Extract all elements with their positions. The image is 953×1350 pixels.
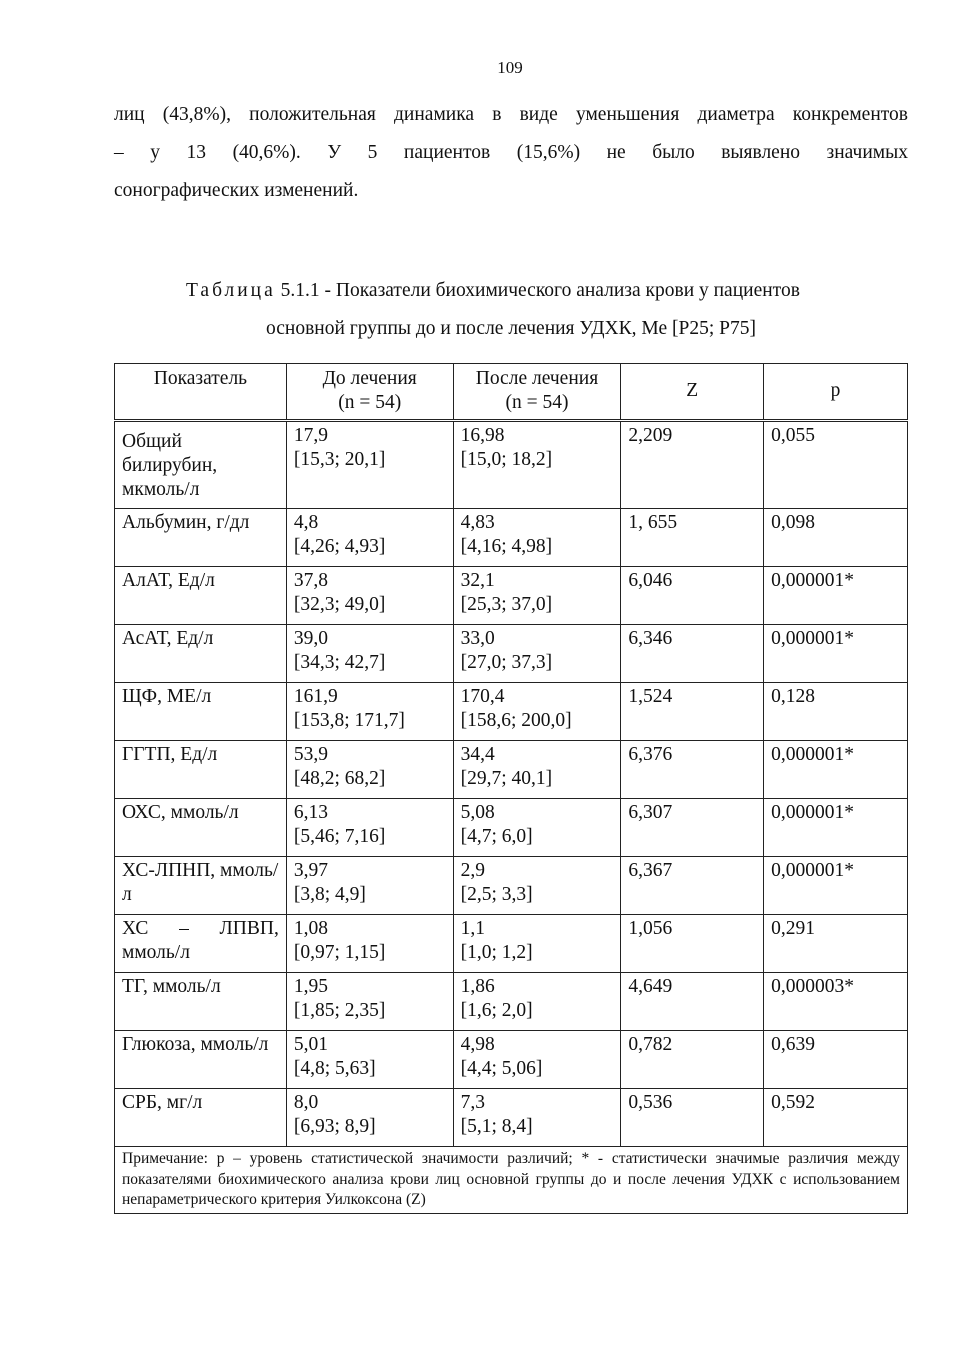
before-cell: 39,0 [34,3; 42,7] xyxy=(286,625,453,683)
p-cell: 0,000001* xyxy=(764,567,908,625)
header-after: После лечения (n = 54) xyxy=(453,364,621,421)
z-cell: 4,649 xyxy=(621,973,764,1031)
before-cell: 5,01 [4,8; 5,63] xyxy=(286,1031,453,1089)
table-row xyxy=(115,799,908,857)
indicator-cell: ГГТП, Ед/л xyxy=(115,741,287,799)
table-row xyxy=(115,857,908,915)
table-row xyxy=(115,567,908,625)
indicator-cell: ТГ, ммоль/л xyxy=(115,973,287,1031)
table-row xyxy=(115,741,908,799)
after-cell: 5,08 [4,7; 6,0] xyxy=(453,799,621,857)
after-cell: 2,9 [2,5; 3,3] xyxy=(453,857,621,915)
before-cell: 17,9 [15,3; 20,1] xyxy=(286,421,453,509)
header-before: До лечения (n = 54) xyxy=(286,364,453,421)
p-cell: 0,639 xyxy=(764,1031,908,1089)
p-cell: 0,055 xyxy=(764,421,908,509)
p-cell: 0,098 xyxy=(764,509,908,567)
z-cell: 0,536 xyxy=(621,1089,764,1147)
p-cell: 0,000001* xyxy=(764,799,908,857)
indicator-cell: Альбумин, г/дл xyxy=(115,509,287,567)
header-z: Z xyxy=(621,364,764,421)
before-cell: 8,0 [6,93; 8,9] xyxy=(286,1089,453,1147)
table-header-row xyxy=(115,364,908,421)
table-note: Примечание: р – уровень статистической значимости различий; * - статистически значимые различия между показателями биохимического анализа крови лиц основной группы до и после лечения УДХК с использованием непараметрического критерия Уилкоксона (Z) xyxy=(115,1147,908,1214)
after-cell: 33,0 [27,0; 37,3] xyxy=(453,625,621,683)
caption-label: Таблица xyxy=(186,280,276,301)
indicator-cell: Общий билирубин, мкмоль/л xyxy=(115,421,287,509)
p-cell: 0,000001* xyxy=(764,741,908,799)
z-cell: 6,046 xyxy=(621,567,764,625)
p-cell: 0,000003* xyxy=(764,973,908,1031)
indicator-cell: СРБ, мг/л xyxy=(115,1089,287,1147)
table-row xyxy=(115,1031,908,1089)
after-cell: 1,86 [1,6; 2,0] xyxy=(453,973,621,1031)
paragraph-line: сонографических изменений. xyxy=(114,180,359,201)
indicator-cell: АлАТ, Ед/л xyxy=(115,567,287,625)
header-indicator: Показатель xyxy=(115,364,287,421)
table-note-row xyxy=(115,1147,908,1214)
p-cell: 0,592 xyxy=(764,1089,908,1147)
table-row xyxy=(115,683,908,741)
after-cell: 4,83 [4,16; 4,98] xyxy=(453,509,621,567)
after-cell: 16,98 [15,0; 18,2] xyxy=(453,421,621,509)
before-cell: 1,95 [1,85; 2,35] xyxy=(286,973,453,1031)
p-cell: 0,000001* xyxy=(764,857,908,915)
caption-line2: основной группы до и после лечения УДХК, Ме [P25; P75] xyxy=(266,318,756,339)
z-cell: 6,367 xyxy=(621,857,764,915)
table-row xyxy=(115,509,908,567)
indicator-cell: ОХС, ммоль/л xyxy=(115,799,287,857)
biochem-table xyxy=(114,363,908,1214)
table-row xyxy=(115,915,908,973)
before-cell: 3,97 [3,8; 4,9] xyxy=(286,857,453,915)
p-cell: 0,291 xyxy=(764,915,908,973)
table-row xyxy=(115,625,908,683)
before-cell: 53,9 [48,2; 68,2] xyxy=(286,741,453,799)
after-cell: 1,1 [1,0; 1,2] xyxy=(453,915,621,973)
paragraph-line: – у 13 (40,6%). У 5 пациентов (15,6%) не было выявлено значимых xyxy=(114,142,908,163)
header-p: p xyxy=(764,364,908,421)
before-cell: 4,8 [4,26; 4,93] xyxy=(286,509,453,567)
p-cell: 0,128 xyxy=(764,683,908,741)
indicator-cell: АсАТ, Ед/л xyxy=(115,625,287,683)
z-cell: 1,524 xyxy=(621,683,764,741)
paragraph-line: лиц (43,8%), положительная динамика в виде уменьшения диаметра конкрементов xyxy=(114,104,908,125)
after-cell: 34,4 [29,7; 40,1] xyxy=(453,741,621,799)
after-cell: 170,4 [158,6; 200,0] xyxy=(453,683,621,741)
indicator-cell: Глюкоза, ммоль/л xyxy=(115,1031,287,1089)
z-cell: 2,209 xyxy=(621,421,764,509)
before-cell: 37,8 [32,3; 49,0] xyxy=(286,567,453,625)
caption-line1: 5.1.1 - Показатели биохимического анализа крови у пациентов xyxy=(275,280,800,301)
after-cell: 7,3 [5,1; 8,4] xyxy=(453,1089,621,1147)
z-cell: 6,376 xyxy=(621,741,764,799)
before-cell: 161,9 [153,8; 171,7] xyxy=(286,683,453,741)
z-cell: 6,346 xyxy=(621,625,764,683)
indicator-cell: ЩФ, МЕ/л xyxy=(115,683,287,741)
table-row xyxy=(115,973,908,1031)
body-paragraph xyxy=(114,96,908,210)
table-row xyxy=(115,1089,908,1147)
after-cell: 32,1 [25,3; 37,0] xyxy=(453,567,621,625)
p-cell: 0,000001* xyxy=(764,625,908,683)
table-row xyxy=(115,421,908,509)
z-cell: 6,307 xyxy=(621,799,764,857)
z-cell: 1,056 xyxy=(621,915,764,973)
indicator-cell: ХС – ЛПВП, ммоль/л xyxy=(115,915,287,973)
before-cell: 6,13 [5,46; 7,16] xyxy=(286,799,453,857)
z-cell: 1, 655 xyxy=(621,509,764,567)
z-cell: 0,782 xyxy=(621,1031,764,1089)
indicator-cell: ХС-ЛПНП, ммоль/л xyxy=(115,857,287,915)
page-number: 109 xyxy=(497,58,523,77)
before-cell: 1,08 [0,97; 1,15] xyxy=(286,915,453,973)
table-caption xyxy=(114,272,908,348)
after-cell: 4,98 [4,4; 5,06] xyxy=(453,1031,621,1089)
